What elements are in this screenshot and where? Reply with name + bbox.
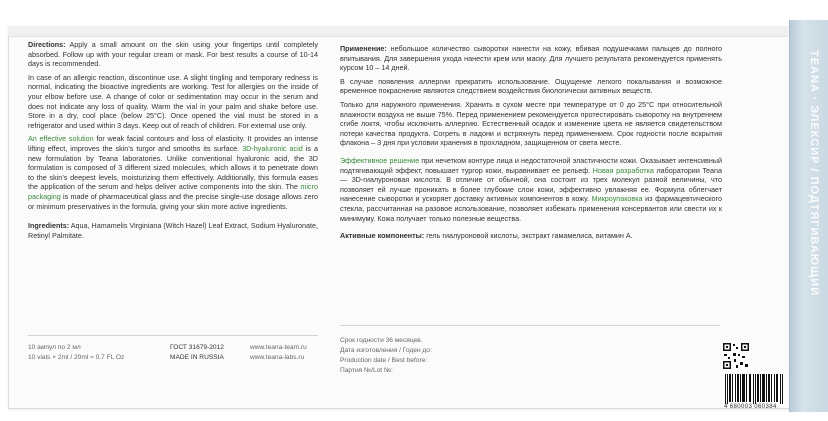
- hyaluronic-acid-label: 3D-hyaluronic acid: [242, 143, 303, 153]
- english-text-column: [28, 40, 318, 244]
- directions-text: Apply a small amount on the skin using your fingertips until completely absorbed. Follow up with your regular cream or mask. For best results a course of 10-14 days is recommended.: [28, 40, 319, 69]
- qr-code-icon: [722, 342, 750, 370]
- russian-text-column: [340, 44, 722, 245]
- website-2: www.teana-labs.ru: [250, 354, 305, 361]
- application-label: Применение:: [340, 44, 387, 53]
- side-panel-text: TEANA · ЭЛЕКСИР / ПОДТЯГИВАЮЩИЙ: [808, 50, 820, 297]
- ingredients-label: Ingredients:: [28, 221, 70, 231]
- micro-packaging-ru-label: Микроупаковка: [591, 194, 643, 204]
- vials-en: 10 vials × 2ml / 20ml ≈ 0.7 FL Oz: [28, 354, 125, 361]
- website-1: www.teana-team.ru: [250, 344, 307, 351]
- directions-label: Directions:: [28, 40, 66, 49]
- package-side-panel: [789, 20, 828, 412]
- active-components-paragraph: [340, 231, 722, 241]
- allergy-ru-paragraph: В случае появления аллергии прекратить использование. Ощущение легкого покалывания и возможное временное покраснение являются следствием воздействия биологически активных веществ.: [340, 76, 722, 96]
- description-ru-text-1: при нечетком контуре лица и недостаточной эластичности кожи. Оказывает интенсивный подтягивающий эффект, повышает тургор кожи, выравнивает ее рельеф.: [340, 155, 722, 175]
- barcode-number: 4 680003 060384: [724, 404, 777, 410]
- active-components-text: гель гиалуроновой кислоты, экстракт гамамелиса, витамин А.: [424, 231, 633, 241]
- description-ru-paragraph: [340, 156, 722, 223]
- production-date: Production date / Best before:: [340, 357, 428, 364]
- shelf-life: Срок годности 36 месяцев.: [340, 337, 423, 344]
- barcode-icon: [724, 374, 786, 406]
- active-components-label: Активные компоненты:: [340, 231, 425, 241]
- ingredients-text: Aqua, Hamamelis Virginiana (Witch Hazel) Leaf Extract, Sodium Hyaluronate, Retinyl Palmitate.: [28, 221, 318, 240]
- description-text-2: is a new formulation by Teana laboratories. Unlike conventional hyaluronic acid, the 3D formulation is composed of 3 different sized molecules, which allows it to penetrate down to the skin’s deepest levels, moisturizing them effectively. Additionally, this formula eases the application of the serum and helps deliver active components into the skin. The: [28, 143, 318, 192]
- micro-packaging-label: micro packaging: [28, 182, 318, 201]
- description-text-3: is made of pharmaceutical glass and the precise single-use dosage allows zero or minimum preservatives in the formula, giving your skin more active ingredients.: [28, 191, 318, 211]
- effective-solution-label: An effective solution: [28, 134, 94, 144]
- made-in-russia: MADE IN RUSSIA: [170, 354, 224, 361]
- description-ru-text-2: лаборатории Teana — 3D-гиалуроновая кислота. В отличие от обычной, она состоит из трех молекул разной величины, что позволяет ей лучше проникать в более глубокие слои кожи, эффективно увлажняя ее. Формула облегчает нанесение сыворотки и ускоряет доставку активных компонентов в кожу.: [340, 165, 722, 204]
- description-paragraph: [28, 134, 318, 211]
- allergy-paragraph: In case of an allergic reaction, discontinue use. A slight tingling and temporary redness is normal, indicating the bioactive ingredients are working. Test for allergies on the inside of your elbow before use. A change of color or sedimentation may occur in the serum and does not indicate any loss of quality. Warm the vial in your palm and shake before use. Store in a dry, cool place (below 25°C). Once opened the vial must be stored in a refrigerator and used within 3 days. Keep out of reach of children. For external use only.: [28, 72, 318, 130]
- description-text-1: for weak facial contours and loss of elasticity. It provides an intense lifting effect, improves the skin’s turgor and smooths its surface.: [28, 134, 318, 153]
- vials-ru: 10 ампул по 2 мл: [28, 344, 81, 351]
- application-paragraph: [340, 44, 722, 73]
- application-text: небольшое количество сыворотки нанести на кожу, вбивая подушечками пальцев до полного впитывания. Для завершения ухода нанести крем или маску. Для лучшего результата рекомендуется применять курсом 10 – 14 дней.: [340, 44, 722, 73]
- effective-solution-ru-label: Эффективное решение: [340, 155, 420, 165]
- directions-paragraph: [28, 40, 318, 69]
- new-development-label: Новая разработка: [592, 165, 654, 175]
- left-divider: [28, 335, 318, 336]
- package-top-flap: [8, 26, 788, 37]
- manufacture-date: Дата изготовления / Годен до:: [340, 347, 432, 354]
- batch-number: Партия №/Lot №:: [340, 367, 393, 374]
- description-ru-text-3: из фармацевтического стекла, рассчитанная на разовое использование, позволяет избежать применения консервантов или свести их к минимуму. Кожа получает только полезные вещества.: [340, 194, 722, 223]
- storage-paragraph: Только для наружного применения. Хранить в сухом месте при температуре от 0 до 25°C при относительной влажности воздуха не выше 75%. Перед применением рекомендуется протестировать сыворотку на внутреннем сгибе локтя, чтобы исключить аллергию. Естественный осадок и изменение цвета не является свидетельством потери качества продукта. Согреть в ладони и встряхнуть перед применением. Срок годности после вскрытия флакона – 3 дня при условии хранения в прохладном, защищенном от света месте.: [340, 99, 722, 148]
- ingredients-paragraph: [28, 221, 318, 240]
- gost-standard: ГОСТ 31679-2012: [170, 344, 224, 351]
- right-divider: [340, 325, 720, 326]
